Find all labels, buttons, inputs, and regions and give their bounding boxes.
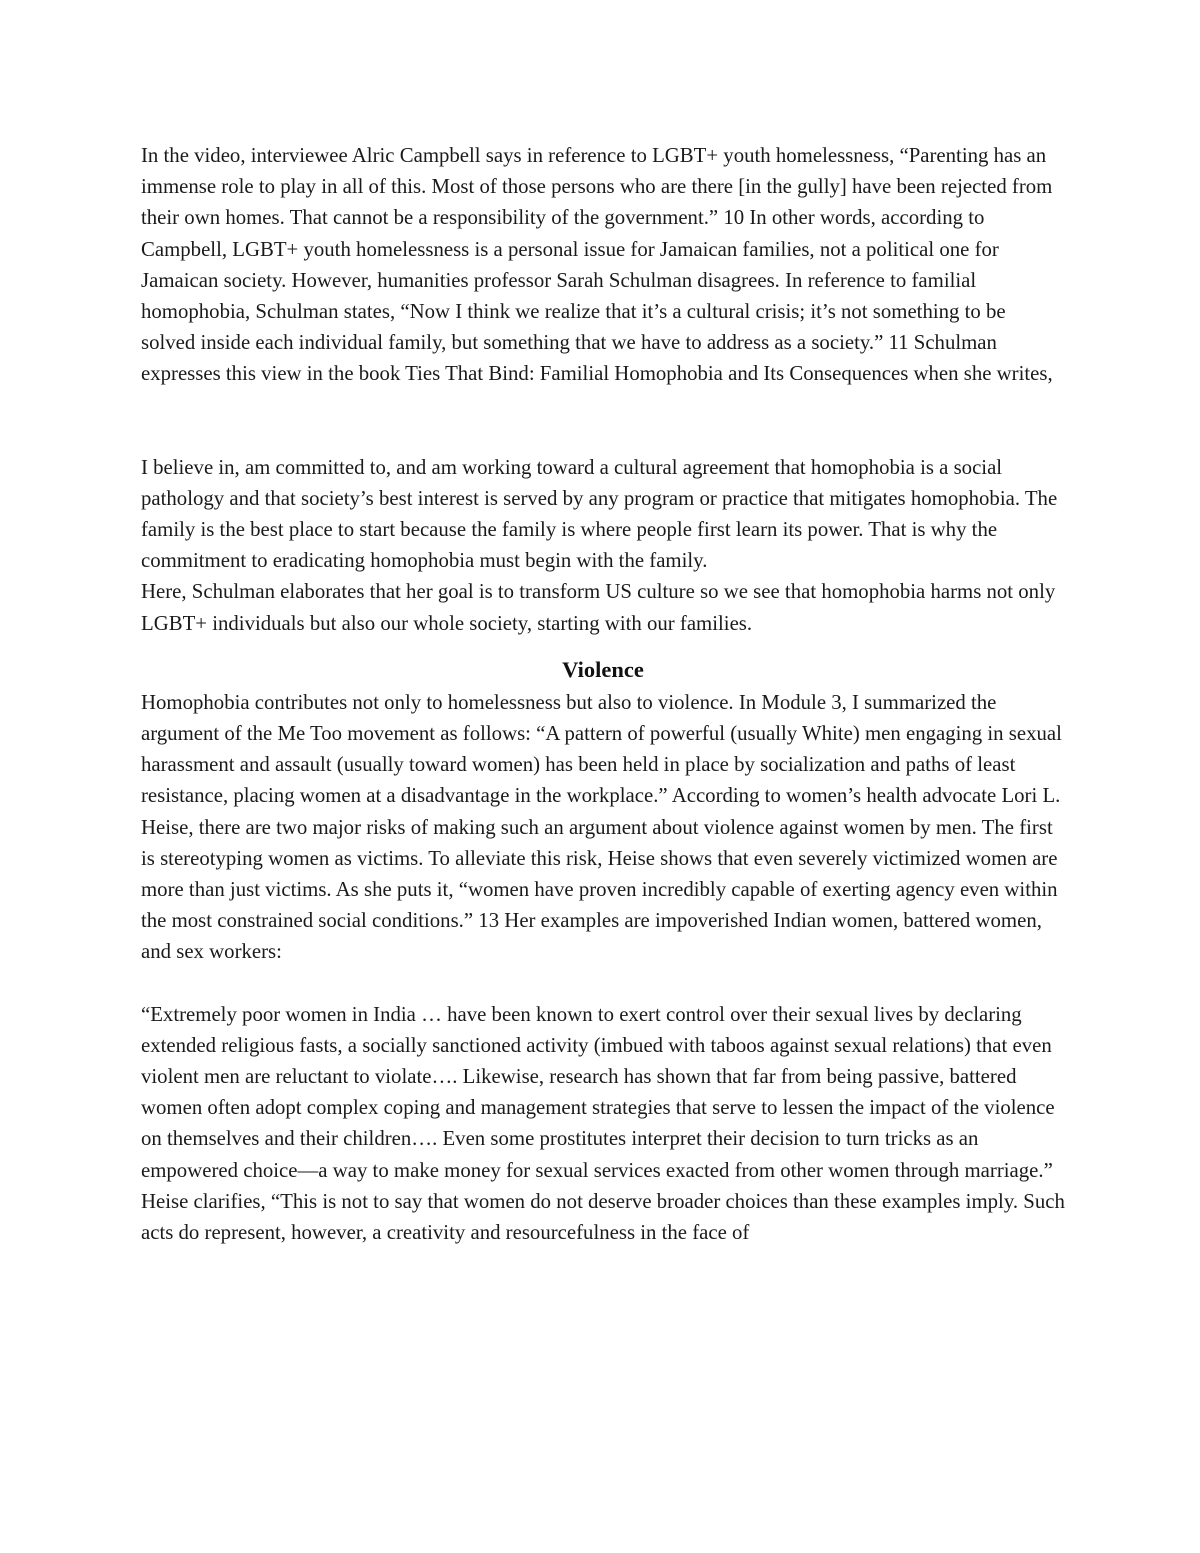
paragraph-schulman-elaboration: Here, Schulman elaborates that her goal is to transform US culture so we see that homophobia harms not only LGBT+ individuals but also our whole society, starting with our families. xyxy=(141,580,1056,635)
spacer xyxy=(141,390,1065,452)
block-quote-heise: “Extremely poor women in India … have been known to exert control over their sexual lives by declaring extended religious fasts, a socially sanctioned activity (imbued with taboos against sexual relations) that even violent men are reluctant to violate…. Likewise, research has shown that far from being passive, battered women often adopt complex coping and management strategies that serve to lessen the impact of the violence on themselves and their children…. Even some prostitutes interpret their decision to turn tricks as an empowered choice—a way to make money for sexual services exacted from other women through marriage.” xyxy=(141,1002,1055,1182)
section-heading-violence: Violence xyxy=(562,656,644,682)
block-quote-schulman: I believe in, am committed to, and am working toward a cultural agreement that homophobia is a social pathology and that society’s best interest is served by any program or practice that mitigates homophobia. The family is the best place to start because the family is where people first learn its power. That is why the commitment to eradicating homophobia must begin with the family. xyxy=(141,455,1058,573)
document-body xyxy=(141,140,1065,1248)
paragraph-heise-clarifies: Heise clarifies, “This is not to say that women do not deserve broader choices than these examples imply. Such acts do represent, however, a creativity and resourcefulness in the face of xyxy=(141,1189,1065,1245)
paragraph-violence-intro: Homophobia contributes not only to homelessness but also to violence. In Module 3, I summarized the argument of the Me Too movement as follows: “A pattern of powerful (usually White) men engaging in sexual harassment and assault (usually toward women) has been held in place by socialization and paths of least resistance, placing women at a disadvantage in the workplace.” According to women’s health advocate Lori L. Heise, there are two major risks of making such an argument about violence against women by men. The first is stereotyping women as victims. To alleviate this risk, Heise shows that even severely victimized women are more than just victims. As she puts it, “women have proven incredibly capable of exerting agency even within the most constrained social conditions.” 13 Her examples are impoverished Indian women, battered women, and sex workers: xyxy=(141,690,1062,964)
paragraph-campbell-schulman: In the video, interviewee Alric Campbell says in reference to LGBT+ youth homelessness, “Parenting has an immense role to play in all of this. Most of those persons who are there [in the gully] have been rejected from their own homes. That cannot be a responsibility of the government.” 10 In other words, according to Campbell, LGBT+ youth homelessness is a personal issue for Jamaican families, not a political one for Jamaican society. However, humanities professor Sarah Schulman disagrees. In reference to familial homophobia, Schulman states, “Now I think we realize that it’s a cultural crisis; it’s not something to be solved inside each individual family, but something that we have to address as a society.” 11 Schulman expresses this view in the book Ties That Bind: Familial Homophobia and Its Consequences when she writes, xyxy=(141,144,1053,386)
spacer xyxy=(141,968,1065,999)
